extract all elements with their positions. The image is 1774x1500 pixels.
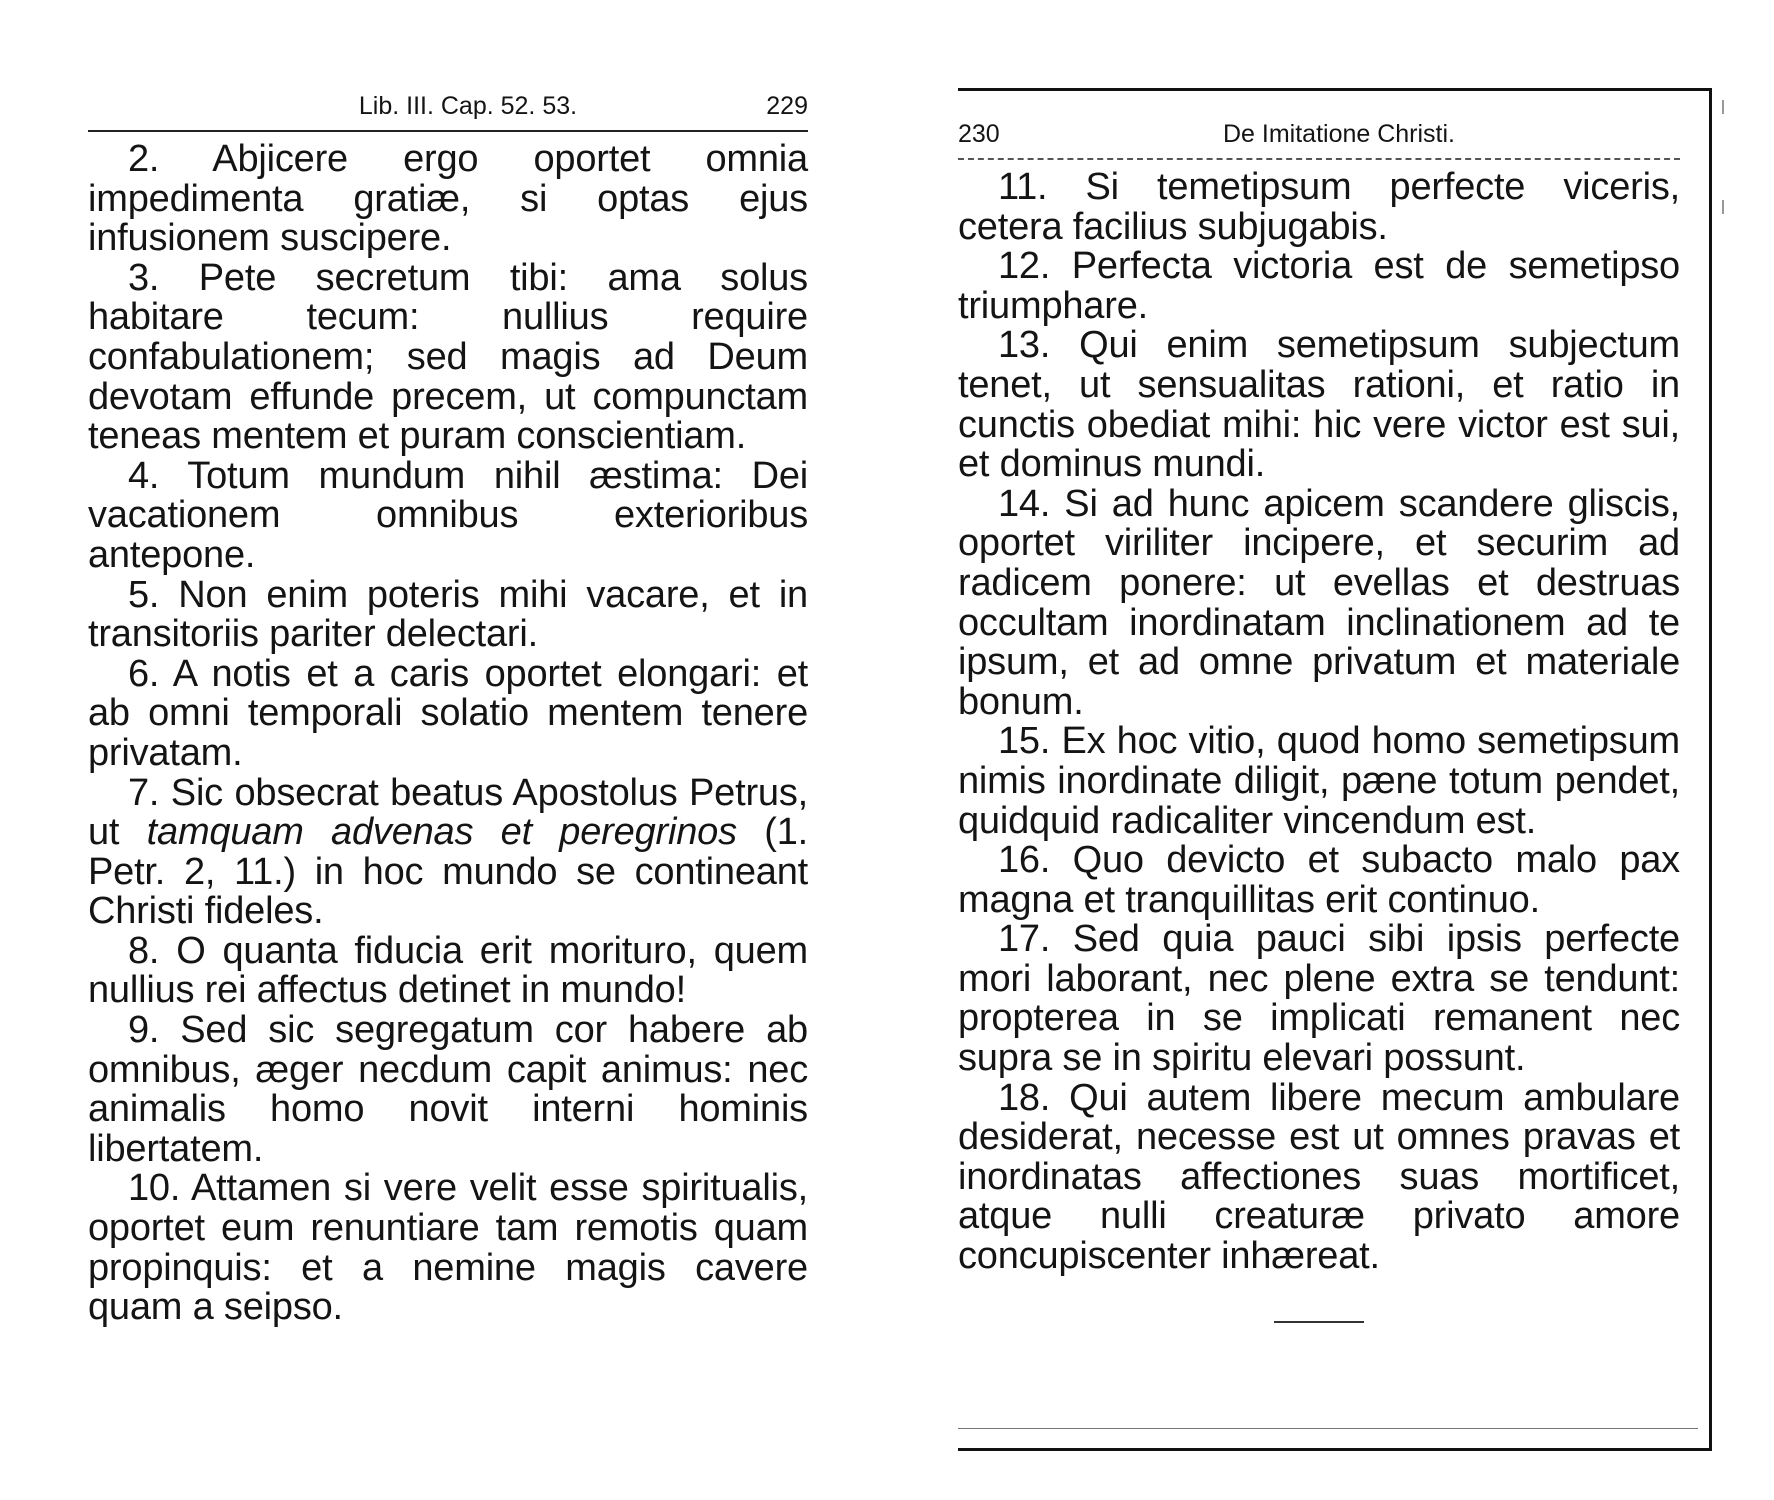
right-page-body <box>958 168 1680 1277</box>
right-running-head <box>958 114 1680 158</box>
paragraph-text: 7. Sic obsecrat beatus Apostolus Petrus, ut <box>88 771 808 854</box>
page-number: 230 <box>958 120 1000 148</box>
page-frame-right-border <box>1709 88 1712 1450</box>
paragraph: 6. A notis et a caris oportet elongari: et ab omni temporali solatio mentem tenere privatam. <box>88 652 808 774</box>
left-running-head <box>88 86 808 130</box>
paragraph-text: (1. Petr. 2, 11.) in hoc mundo se contineant Christi fideles. <box>88 811 808 933</box>
paragraph: 8. O quanta fiducia erit morituro, quem nullius rei affectus detinet in mundo! <box>88 929 808 1012</box>
paragraph: 3. Pete secretum tibi: ama solus habitare tecum: nullius require confabulationem; sed magis ad Deum devotam effunde precem, ut compunctam teneas mentem et puram conscientiam. <box>88 256 808 458</box>
paragraph: 18. Qui autem libere mecum ambulare desiderat, necesse est ut omnes pravas et inordinatas affectiones suas mortificet, atque nulli creaturæ privato amore concupiscenter inhæreat. <box>958 1076 1680 1278</box>
paragraph: 11. Si temetipsum perfecte viceris, cetera facilius subjugabis. <box>958 166 1680 248</box>
paragraph: 4. Totum mundum nihil æstima: Dei vacationem omnibus exterioribus antepone. <box>88 454 808 576</box>
header-rule <box>88 130 808 132</box>
paragraph: 13. Qui enim semetipsum subjectum tenet, ut sensualitas rationi, et ratio in cunctis obediat mihi: hic vere victor est sui, et dominus mundi. <box>958 324 1680 486</box>
left-page <box>88 0 808 1328</box>
paragraph: 17. Sed quia pauci sibi ipsis perfecte mori laborant, nec plene extra se tendunt: propterea in se implicati remanent nec supra se in spiritu elevari possunt. <box>958 918 1680 1080</box>
paragraph: 14. Si ad hunc apicem scandere gliscis, oportet viriliter incipere, et securim ad radicem ponere: ut evellas et destruas occultam inordinatam inclinationem ad te ipsum, et ad omne privatum et materiale bonum. <box>958 482 1680 723</box>
chapter-end-rule <box>1274 1321 1364 1323</box>
right-page <box>958 0 1680 1323</box>
paragraph: 10. Attamen si vere velit esse spiritualis, oportet eum renuntiare tam remotis quam propinquis: et a nemine magis cavere quam a seipso. <box>88 1167 808 1329</box>
paragraph-with-quotation <box>88 771 808 933</box>
running-title: De Imitatione Christi. <box>1222 120 1456 148</box>
page-frame-bottom-inner-line <box>958 1428 1698 1429</box>
paragraph: 15. Ex hoc vitio, quod homo semetipsum nimis inordinate diligit, pæne totum pendet, quidquid radicaliter vincendum est. <box>958 720 1680 842</box>
italic-quotation: tamquam advenas et peregrinos <box>146 811 737 854</box>
page-frame-bottom-border <box>958 1448 1712 1451</box>
page-number: 229 <box>766 92 808 120</box>
edge-mark <box>1722 100 1724 114</box>
running-title: Lib. III. Cap. 52. 53. <box>358 92 578 120</box>
left-page-body <box>88 140 808 1328</box>
paragraph: 16. Quo devicto et subacto malo pax magna et tranquillitas erit continuo. <box>958 839 1680 921</box>
edge-mark <box>1722 200 1724 214</box>
paragraph: 9. Sed sic segregatum cor habere ab omnibus, æger necdum capit animus: nec animalis homo novit interni hominis libertatem. <box>88 1009 808 1170</box>
paragraph: 12. Perfecta victoria est de semetipso triumphare. <box>958 245 1680 327</box>
paragraph: 5. Non enim poteris mihi vacare, et in transitoriis pariter delectari. <box>88 573 808 656</box>
header-rule <box>958 158 1680 160</box>
paragraph: 2. Abjicere ergo oportet omnia impedimenta gratiæ, si optas ejus infusionem suscipere. <box>88 138 808 260</box>
